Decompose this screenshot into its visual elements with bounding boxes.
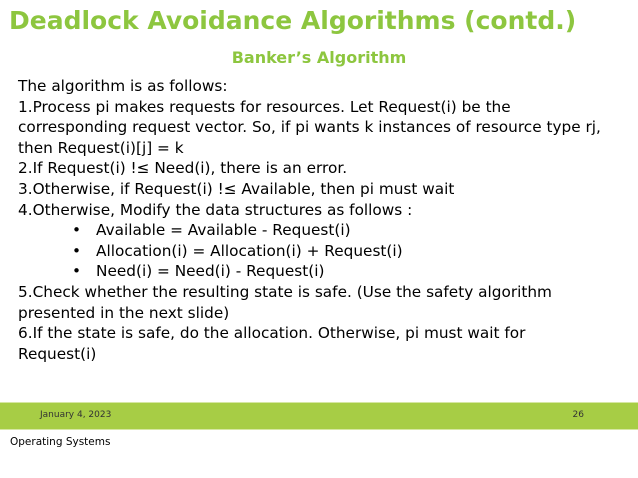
bullet-item (18, 241, 630, 262)
bullet-icon: • (72, 262, 82, 281)
slide-body (18, 76, 630, 364)
body-line: The algorithm is as follows: (18, 77, 228, 95)
body-line: 5.Check whether the resulting state is safe. (Use the safety algorithm (18, 282, 552, 301)
body-line: 6.If the state is safe, do the allocation. Otherwise, pi must wait for (18, 324, 526, 343)
bullet-text: Need(i) = Need(i) - Request(i) (96, 262, 325, 281)
footer-bar (0, 402, 638, 430)
body-line: 2.If Request(i) !≤ Need(i), there is an error. (18, 159, 348, 178)
body-line: 1.Process pi makes requests for resources. Let Request(i) be the (18, 97, 511, 116)
bullet-item (18, 220, 630, 241)
slide-subtitle: Banker’s Algorithm (231, 48, 407, 67)
page-number: 26 (572, 410, 584, 420)
bullet-text: Available = Available - Request(i) (96, 221, 351, 240)
slide-title: Deadlock Avoidance Algorithms (contd.) (9, 6, 577, 35)
body-line: Request(i) (18, 344, 97, 363)
body-line: 4.Otherwise, Modify the data structures as follows : (18, 200, 413, 219)
body-line: corresponding request vector. So, if pi wants k instances of resource type rj, (18, 118, 601, 137)
course-name: Operating Systems (10, 436, 111, 448)
footer-date: January 4, 2023 (40, 410, 112, 420)
bullet-icon: • (72, 221, 82, 240)
body-line: presented in the next slide) (18, 303, 230, 322)
bullet-item (18, 261, 630, 282)
body-line: 3.Otherwise, if Request(i) !≤ Available, then pi must wait (18, 179, 455, 198)
bullet-icon: • (72, 241, 82, 260)
bullet-text: Allocation(i) = Allocation(i) + Request(i) (96, 241, 403, 260)
body-line: then Request(i)[j] = k (18, 138, 184, 157)
